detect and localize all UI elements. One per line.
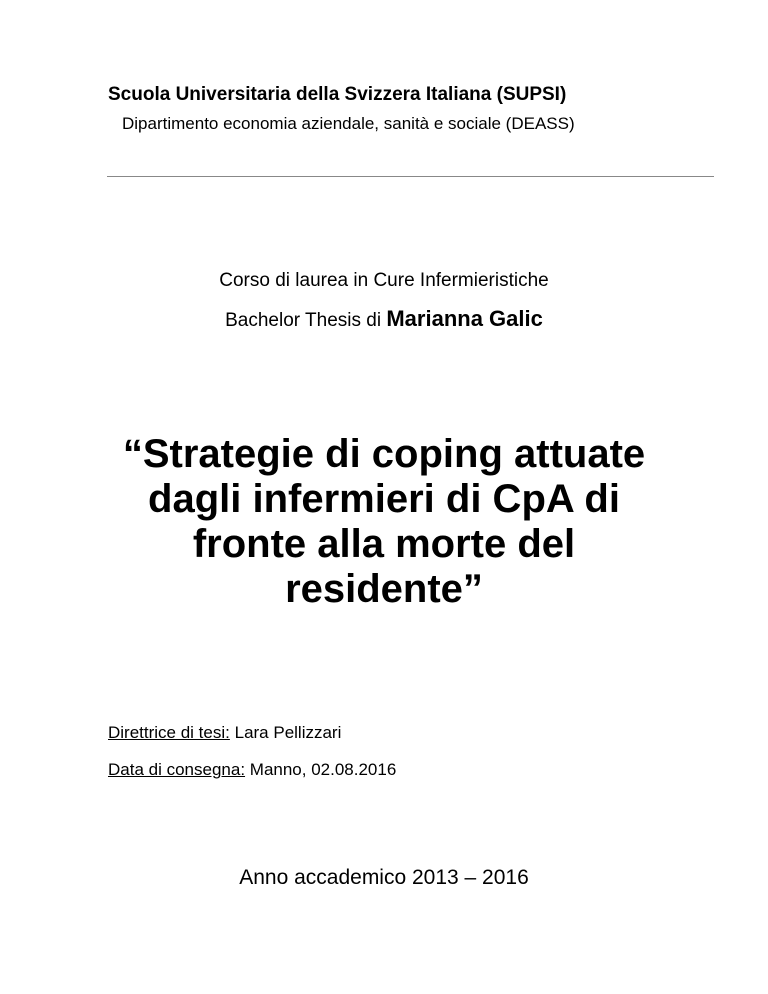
academic-year: Anno accademico 2013 – 2016 <box>239 866 529 889</box>
submission-date-value: Manno, 02.08.2016 <box>249 760 397 779</box>
title-line-3: fronte alla morte del <box>192 522 576 566</box>
thesis-title <box>84 432 684 612</box>
school-name: Scuola Universitaria della Svizzera Italiana (SUPSI) <box>108 84 567 105</box>
thesis-author-line <box>0 306 768 332</box>
course-name: Corso di laurea in Cure Infermieristiche <box>219 270 549 291</box>
header-divider <box>107 176 714 177</box>
thesis-prefix: Bachelor Thesis di <box>225 310 382 331</box>
title-line-4: residente” <box>285 567 483 611</box>
advisor-row <box>108 723 341 743</box>
department-name: Dipartimento economia aziendale, sanità e sociale (DEASS) <box>122 114 575 133</box>
author-name: Marianna Galic <box>386 306 543 331</box>
title-line-2: dagli infermieri di CpA di <box>148 477 620 521</box>
advisor-label: Direttrice di tesi: <box>108 723 230 742</box>
submission-date-label: Data di consegna: <box>108 760 246 779</box>
title-line-1: “Strategie di coping attuate <box>122 432 646 476</box>
submission-date-row <box>108 760 396 780</box>
advisor-value: Lara Pellizzari <box>234 723 342 742</box>
